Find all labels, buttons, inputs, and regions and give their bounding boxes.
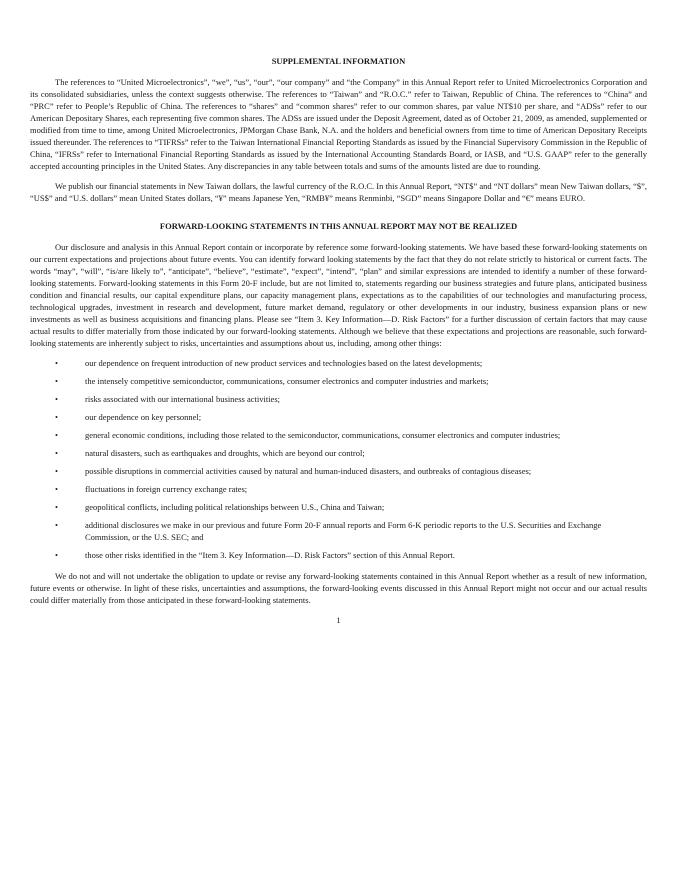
bullet-icon: •: [55, 466, 58, 476]
list-item-text: those other risks identified in the “Item 3. Key Information—D. Risk Factors” section of this Annual Report.: [85, 550, 455, 560]
bullet-icon: •: [55, 502, 58, 512]
list-item: [30, 549, 647, 561]
supplemental-heading: SUPPLEMENTAL INFORMATION: [271, 56, 406, 66]
bullet-icon: •: [55, 448, 58, 458]
supplemental-paragraph-currency: We publish our financial statements in New Taiwan dollars, the lawful currency of the R.O.C. In this Annual Report, “NT$” and “NT dollars” mean New Taiwan dollars, “$”, “US$” and “U.S. dollars” mean United States dollars, “¥” means Japanese Yen, “RMB¥” means Renminbi, “SGD” means Singapore Dollar and “€” means EURO.: [30, 181, 647, 203]
document-page: [30, 55, 647, 626]
page-number: 1: [336, 615, 341, 625]
bullet-icon: •: [55, 550, 58, 560]
list-item: [30, 483, 647, 495]
bullet-icon: •: [55, 394, 58, 404]
forward-looking-intro: Our disclosure and analysis in this Annual Report contain or incorporate by reference some forward-looking statements. We have based these forward-looking statements on our current expectations and projections about future events. You can identify forward looking statements by the fact that they do not relate strictly to historical or current facts. The words “may”, “will”, “is/are likely to”, “anticipate”, “believe”, “estimate”, “expect”, “intend”, “plan” and similar expressions are intended to identify a number of these forward-looking statements. Forward-looking statements in this Form 20-F include, but are not limited to, statements regarding our business strategies and future plans, anticipated business condition and financial results, our capital expenditure plans, our capacity management plans, expectations as to the capabilities of our technologies and manufacturing process, technological upgrades, investment in research and development, future market demand, regulatory or other developments in our industry, business expansion plans or new investments as well as business acquisitions and financing plans. Please see “Item 3. Key Information—D. Risk Factors” for a further discussion of certain factors that may cause actual results to differ materially from those indicated by our forward-looking statements. Although we believe that these expectations and projections are reasonable, such forward-looking statements are inherently subject to risks, uncertainties and assumptions about us, including, among other things:: [30, 242, 647, 348]
list-item-text: natural disasters, such as earthquakes and droughts, which are beyond our control;: [85, 448, 365, 458]
list-item: [30, 429, 647, 441]
list-item: [30, 375, 647, 387]
bullet-icon: •: [55, 520, 58, 530]
list-item-text: geopolitical conflicts, including political relationships between U.S., China and Taiwan;: [85, 502, 385, 512]
list-item-text: additional disclosures we make in our previous and future Form 20-F annual reports and Form 6-K periodic reports to the U.S. Securities and Exchange Commission, or the U.S. SEC; and: [85, 520, 602, 542]
list-item: [30, 501, 647, 513]
list-item-text: fluctuations in foreign currency exchange rates;: [85, 484, 248, 494]
list-item: [30, 393, 647, 405]
bullet-icon: •: [55, 376, 58, 386]
list-item-text: general economic conditions, including those related to the semiconductor, communications, consumer electronics and computer industries;: [85, 430, 561, 440]
forward-looking-heading: FORWARD-LOOKING STATEMENTS IN THIS ANNUAL REPORT MAY NOT BE REALIZED: [159, 221, 518, 231]
forward-looking-closing: We do not and will not undertake the obligation to update or revise any forward-looking statements contained in this Annual Report whether as a result of new information, future events or otherwise. In light of these risks, uncertainties and assumptions, the forward-looking events discussed in this Annual Report might not occur and our actual results could differ materially from those anticipated in these forward-looking statements.: [30, 571, 647, 605]
list-item-text: our dependence on frequent introduction of new product services and technologies based on the latest developments;: [85, 358, 483, 368]
list-item-text: possible disruptions in commercial activities caused by natural and human-induced disasters, and outbreaks of contagious diseases;: [85, 466, 532, 476]
bullet-icon: •: [55, 430, 58, 440]
list-item: [30, 447, 647, 459]
bullet-icon: •: [55, 358, 58, 368]
list-item: [30, 465, 647, 477]
risk-factor-list: [30, 357, 647, 561]
list-item: [30, 519, 647, 543]
bullet-icon: •: [55, 484, 58, 494]
list-item-text: the intensely competitive semiconductor, communications, consumer electronics and computer industries and markets;: [85, 376, 489, 386]
list-item: [30, 357, 647, 369]
list-item-text: our dependence on key personnel;: [85, 412, 202, 422]
bullet-icon: •: [55, 412, 58, 422]
list-item-text: risks associated with our international business activities;: [85, 394, 280, 404]
list-item: [30, 411, 647, 423]
supplemental-paragraph-references: The references to “United Microelectronics”, “we”, “us”, “our”, “our company” and “the Company” in this Annual Report refer to United Microelectronics Corporation and its consolidated subsidiaries, unless the context suggests otherwise. The references to “Taiwan” and “R.O.C.” refer to Taiwan, Republic of China. The references to “China” and “PRC” refer to People’s Republic of China. The references to “shares” and “common shares” refer to our common shares, par value NT$10 per share, and “ADSs” refer to our American Depositary Shares, each representing five common shares. The ADSs are issued under the Deposit Agreement, dated as of October 21, 2009, as amended, supplemented or modified from time to time, among United Microelectronics, JPMorgan Chase Bank, N.A. and the holders and beneficial owners from time to time of American Depositary Receipts issued thereunder. The references to “TIFRSs” refer to the Taiwan International Financial Reporting Standards as issued by the Financial Supervisory Commission in the Republic of China, “IFRSs” refer to International Financial Reporting Standards as issued by the International Accounting Standards Board, or IASB, and “U.S. GAAP” refer to the generally accepted accounting principles in the United States. Any discrepancies in any table between totals and sums of the amounts listed are due to rounding.: [30, 77, 647, 171]
